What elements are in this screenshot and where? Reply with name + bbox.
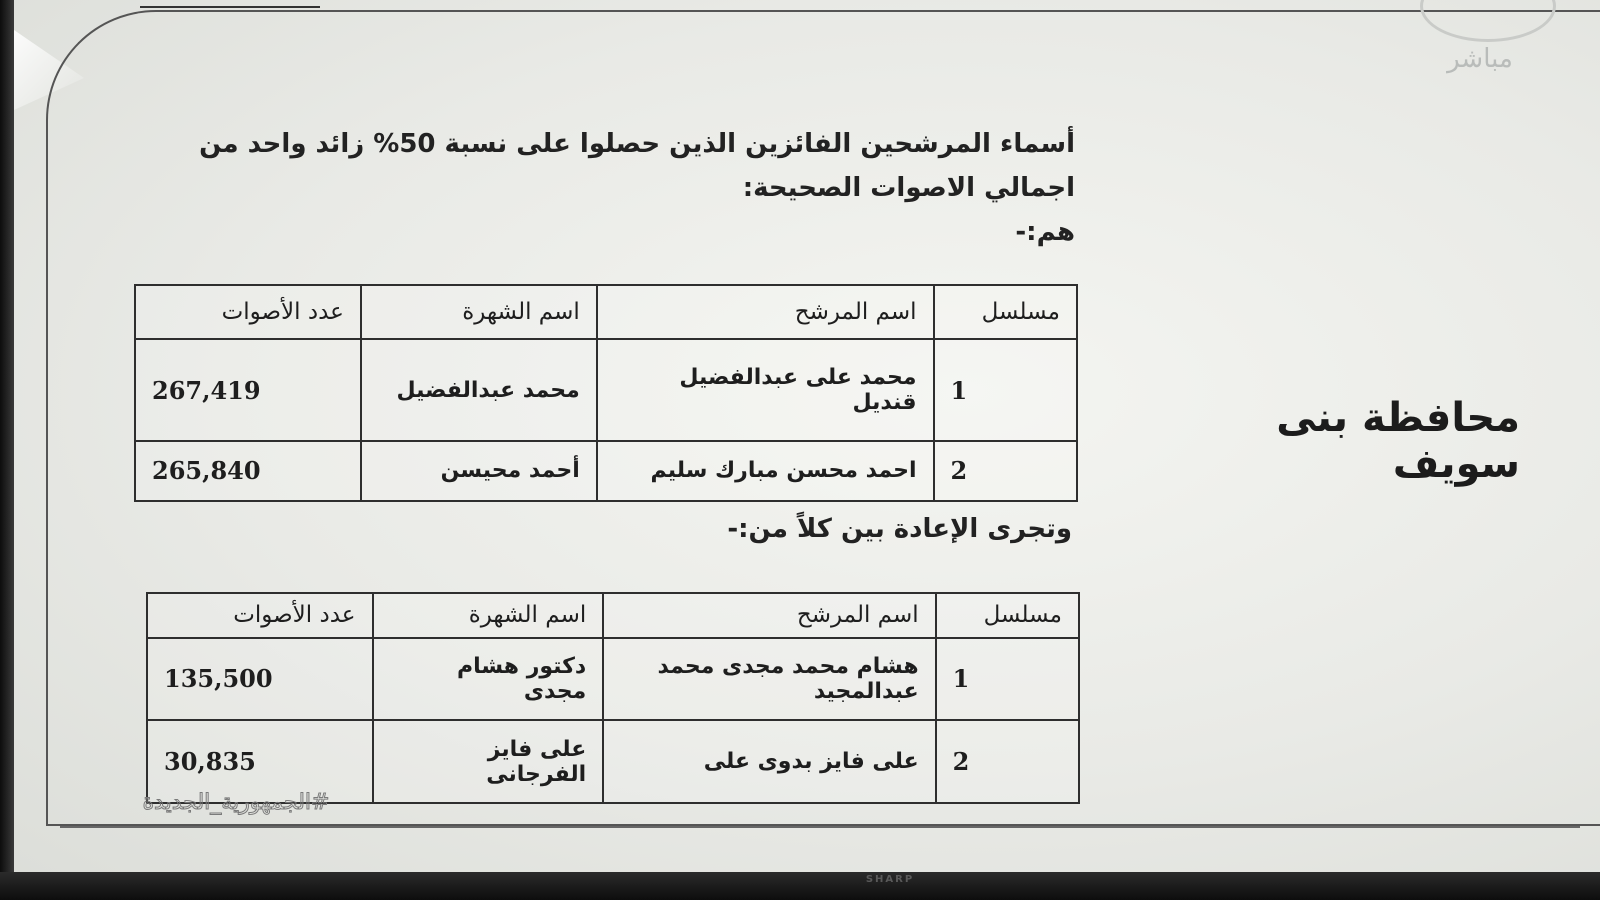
cell-candidate-name: احمد محسن مبارك سليم (597, 441, 934, 501)
cell-votes: 30,835 (147, 720, 373, 803)
slide-top-edge (140, 0, 320, 8)
table-header-row (147, 593, 1079, 638)
hashtag-watermark: #الجمهورية_الجديدة (142, 790, 330, 815)
governorate-label: محافظة بنى سويف (1276, 395, 1520, 487)
header-serial: مسلسل (934, 285, 1077, 339)
broadcaster-logo (1400, 0, 1560, 90)
runoff-table (146, 592, 1080, 804)
cell-candidate-name: محمد على عبدالفضيل قنديل (597, 339, 934, 440)
table-header-row (135, 285, 1077, 339)
tv-bezel-bottom (0, 872, 1600, 900)
cell-votes: 135,500 (147, 638, 373, 721)
header-votes: عدد الأصوات (147, 593, 373, 638)
header-serial: مسلسل (936, 593, 1079, 638)
cell-popular-name: على فايز الفرجانى (373, 720, 604, 803)
logo-text: مباشر (1447, 44, 1513, 74)
tv-bezel-left (0, 0, 14, 900)
cell-popular-name: أحمد محيسن (361, 441, 597, 501)
winners-table (134, 284, 1078, 502)
cell-popular-name: محمد عبدالفضيل (361, 339, 597, 440)
runoff-label: وتجرى الإعادة بين كلاً من:- (727, 514, 1072, 544)
table-row (147, 638, 1079, 721)
cell-serial: 2 (936, 720, 1079, 803)
header-votes: عدد الأصوات (135, 285, 361, 339)
title-line-1: أسماء المرشحين الفائزين الذين حصلوا على نسبة 50% زائد واحد من (199, 129, 1075, 159)
cell-candidate-name: على فايز بدوى على (603, 720, 935, 803)
title-line-3: هم:- (1015, 217, 1075, 247)
cell-serial: 2 (934, 441, 1077, 501)
logo-ring-icon (1420, 0, 1556, 42)
cell-votes: 267,419 (135, 339, 361, 440)
header-popular-name: اسم الشهرة (361, 285, 597, 339)
header-candidate-name: اسم المرشح (603, 593, 935, 638)
tv-brand-label: SHARP (865, 874, 915, 885)
slide-frame-bottom-line (60, 826, 1580, 828)
table-row (135, 339, 1077, 440)
slide-title (150, 122, 1075, 254)
title-line-2: اجمالي الاصوات الصحيحة: (742, 173, 1075, 203)
cell-popular-name: دكتور هشام مجدى (373, 638, 604, 721)
cell-serial: 1 (936, 638, 1079, 721)
header-popular-name: اسم الشهرة (373, 593, 604, 638)
header-candidate-name: اسم المرشح (597, 285, 934, 339)
cell-votes: 265,840 (135, 441, 361, 501)
cell-candidate-name: هشام محمد مجدى محمد عبدالمجيد (603, 638, 935, 721)
cell-serial: 1 (934, 339, 1077, 440)
table-row (135, 441, 1077, 501)
